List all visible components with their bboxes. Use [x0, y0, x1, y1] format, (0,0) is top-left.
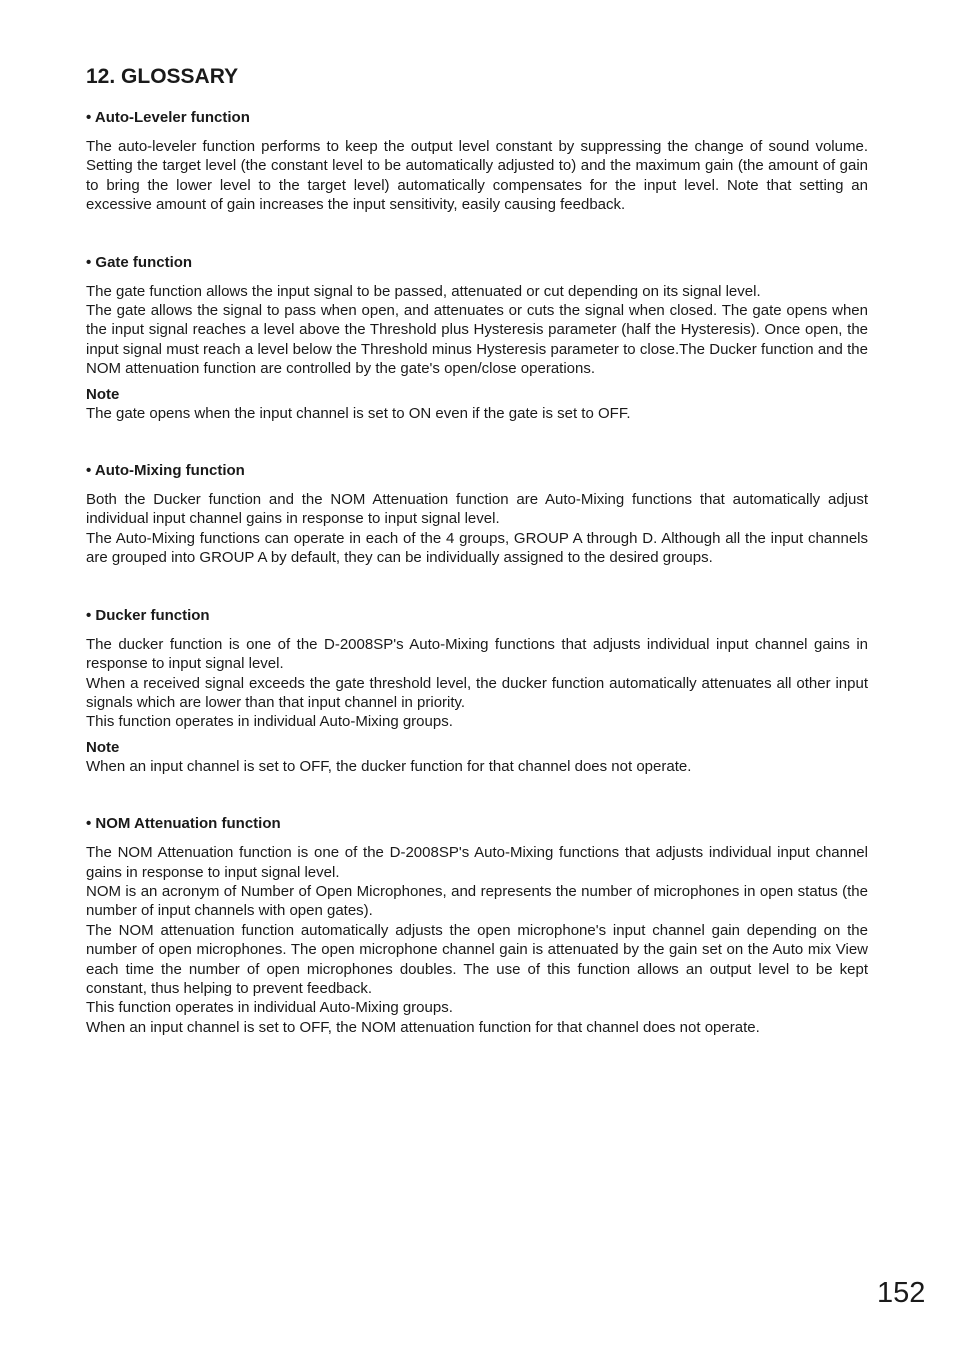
note-text: The gate opens when the input channel is set to ON even if the gate is set to OFF. — [86, 404, 631, 422]
section-paragraph: This function operates in individual Auto-Mixing groups. — [86, 999, 453, 1017]
page-title: 12. GLOSSARY — [86, 65, 239, 88]
note-title: Note — [86, 385, 120, 403]
note-title: Note — [86, 738, 120, 756]
section-auto-leveler — [86, 108, 868, 215]
page-number: 152 — [877, 1277, 926, 1309]
section-paragraph: NOM is an acronym of Number of Open Microphones, and represents the number of microphones in open status (the number of input channels with open gates). — [86, 882, 868, 920]
section-paragraph: The gate function allows the input signal to be passed, attenuated or cut depending on its signal level. — [86, 282, 761, 300]
section-heading: • NOM Attenuation function — [86, 815, 281, 833]
section-ducker — [86, 606, 868, 776]
section-paragraph: Both the Ducker function and the NOM Attenuation function are Auto-Mixing functions that automatically adjust individual input channel gains in response to input signal level. — [86, 491, 868, 528]
section-heading: • Ducker function — [86, 606, 210, 624]
section-paragraph: The NOM attenuation function automatically adjusts the open microphone's input channel gain depending on the number of open microphones. The open microphone channel gain is attenuated by the gain set on the Auto mix View each time the number of open microphones doubles. The use of this function allows an output level to be kept constant, thus helping to prevent feedback. — [86, 921, 868, 997]
section-paragraph: The NOM Attenuation function is one of the D-2008SP's Auto-Mixing functions that adjusts individual input channel gains in response to input signal level. — [86, 844, 868, 881]
section-gate — [86, 253, 868, 423]
section-auto-mixing — [86, 461, 868, 568]
section-paragraph: When a received signal exceeds the gate threshold level, the ducker function automatically attenuates all other input signals which are lower than that input channel in priority. — [86, 674, 868, 711]
section-paragraph: The gate allows the signal to pass when open, and attenuates or cuts the signal when closed. The gate opens when the input signal reaches a level above the Threshold plus Hysteresis parameter (half the Hysteresis). Once open, the input signal must reach a level below the Threshold minus Hysteresis parameter to close.The Ducker function and the NOM attenuation function are controlled by the gate's open/close operations. — [86, 302, 868, 378]
note-text: When an input channel is set to OFF, the ducker function for that channel does not operate. — [86, 757, 692, 775]
glossary-page — [86, 64, 868, 1037]
section-heading: • Gate function — [86, 253, 193, 271]
section-nom-attenuation — [86, 814, 868, 1037]
section-paragraph: This function operates in individual Auto-Mixing groups. — [86, 713, 453, 731]
section-paragraph: The ducker function is one of the D-2008SP's Auto-Mixing functions that adjusts individual input channel gains in response to input signal level. — [86, 635, 868, 673]
section-paragraph: The Auto-Mixing functions can operate in each of the 4 groups, GROUP A through D. Although all the input channels are grouped into GROUP A by default, they can be individually assigned to the desired groups. — [86, 529, 868, 567]
section-heading: • Auto-Leveler function — [86, 109, 250, 126]
section-paragraph: When an input channel is set to OFF, the NOM attenuation function for that channel does not operate. — [86, 1018, 760, 1036]
section-heading: • Auto-Mixing function — [86, 462, 245, 480]
section-paragraph: The auto-leveler function performs to keep the output level constant by suppressing the change of sound volume. Setting the target level (the constant level to be automatically adjusted to) and the maximum gain (the amount of gain to bring the lower level to the target level) automatically compensates for the input level. Note that setting an excessive amount of gain increases the input sensitivity, easily causing feedback. — [86, 138, 868, 214]
